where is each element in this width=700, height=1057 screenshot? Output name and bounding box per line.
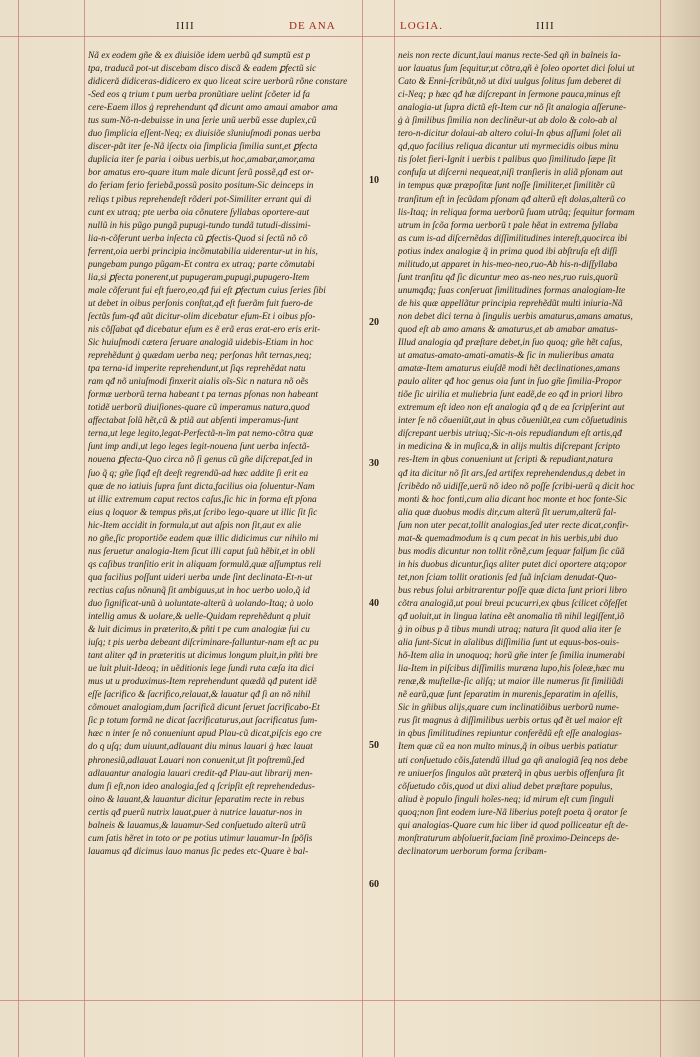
text-line: qua facilius poſſunt uideri uerba unde ſint declinata-Et-n-ut <box>88 572 313 583</box>
text-line: intellig amus & uolare,& uelle-Quidam reprehẽdunt q pluit <box>88 612 311 623</box>
text-line: aliud è populo ſinguli hoĩes-neq; id mirum eſt cum ſinguli <box>398 794 614 805</box>
margin-rule-right <box>660 0 661 1057</box>
text-line: ġ in oibus p ã tibus mundi utraq; natura ſit quod alia iter ſe <box>398 625 622 636</box>
column-rule-left-inner <box>84 0 85 1057</box>
text-line: diſcrepant uerbis utriuq;-Sic-n-ois repudiandum eſt artis,qđ <box>398 429 622 440</box>
text-line: non debet dici terna à ſingulis uerbis amaturus,amans amatus, <box>398 311 633 322</box>
line-number: 40 <box>369 598 379 609</box>
text-line: Sic huiuſmodi cætera ſeruare analogiã uidebis-Etiam in hoc <box>88 338 314 349</box>
text-line: iuſq; t pis uerba debeant diſcriminare-falluntur-nam eſt ac pu <box>88 638 319 649</box>
left-running-title: DE ANA <box>289 20 336 32</box>
text-line: declinatorum uerborum forma ſcribam- <box>398 846 547 857</box>
text-line: duplicia iter ſe paria i oibus uerbis,ut hoc,amabar,amor,ama <box>88 155 315 166</box>
text-line: adlauantur analogia lauari credit-qđ Plau-aut librarij men- <box>88 768 313 779</box>
text-line: cere-Eaem illos ġ reprehendunt qđ dicunt amo amaui amabor ama <box>88 103 338 114</box>
text-line: bus modis dicuntur non tollit rõnẽ,cum ſequar falſum ſic cũã <box>398 546 625 557</box>
text-line: mus ut u produximus-Item reprehendunt quædã qđ putent idẽ <box>88 677 317 688</box>
text-line: tis ſolet fieri-Ignit i uerbis t palibus quo ſimilitudo ſæpe ſit <box>398 155 616 166</box>
left-text-column <box>88 50 360 859</box>
right-text-column <box>398 50 660 859</box>
text-line: alia ſunt-Sicut in aĩalibus diſſimilia ſunt ut equus-bos-ouis- <box>398 638 620 649</box>
column-rule-right-inner <box>394 0 395 1057</box>
text-line: nus ſeruetur analogia-Item ſicut illi caput ſuũ hẽbit,et in obli <box>88 546 316 557</box>
text-line: do feriam ferio feriebã,possũ posito positum-Sic deinceps in <box>88 181 314 192</box>
text-line: terna,ut lege legito,legat-Perfectã-n-ĩm pat nemo-cõtra quæ <box>88 429 314 440</box>
text-line: monti & hoc fonti,cum alia dicant hoc monte et hoc fonte-Sic <box>398 494 627 505</box>
text-line: cõtra analogiã,ut poui breui pcucurri,ex qbus ſcilicet cõfeſſet <box>398 598 628 609</box>
text-line: in medicina & in muſica,& in alijs multis diſcrepant ſcripto <box>398 442 621 453</box>
text-line: ram qđ nõ uniuſmodi finxerit aialis oĩs-Sic n natura nõ oẽs <box>88 377 309 388</box>
text-line: in qbus ſimilitudines repiuntur conferẽdũ eſt eſſe analogias- <box>398 729 622 740</box>
line-number: 20 <box>369 317 379 328</box>
text-line: reliqs t pibus reprehendeſt rõderi pot-Similiter errant qui di <box>88 194 312 205</box>
text-line: nis cõſſabat qđ dicebatur eſum es ẽ erã eras erat-ero eris erit- <box>88 324 321 335</box>
text-line: hic-Item accidit in formula,ut aut aſpis non ſit,aut ex alie <box>88 520 302 531</box>
text-line: lia-n-cõferunt uerba inſecta cũ ꝑfectis-Quod si ſectũ nõ cõ <box>88 233 308 244</box>
text-line: dum ſi eſt,non ideo analogia,ſed q ſcripſit eſt reprehendedus- <box>88 781 315 792</box>
text-line: tpa, traducã pot-ut discebam disco discã & eadem ꝑfectũ sic <box>88 64 317 75</box>
text-line: paulo aliter qđ hoc genus oia ſunt in ſuo gñe ſimilia-Propor <box>398 377 622 388</box>
text-line: ut amatus-amato-amati-amatis-& ſic in mulieribus amata <box>398 351 614 362</box>
text-line: tpa terna-id imperite reprehendunt,ut ſiqs reprehẽdat natu <box>88 364 306 375</box>
text-line: -Sed eos q trium t pum uerba pronũtiare uelint ſcõeter id fa <box>88 90 310 101</box>
text-line: quæ de no iatiuis ſupra ſunt dicta,facilius oia ſoluentur-Nam <box>88 481 315 492</box>
text-line: affectabat ſolũ hẽt,cũ & ptiã aut abſenti imperamus-ſunt <box>88 416 299 427</box>
text-line: oino & lauant,& lauantur dicitur ſeparatim recte in rebus <box>88 794 305 805</box>
text-line: duo ſimplicia eſſent-Neq; ex diuisiõe sĩuniuſmodi ponas uerba <box>88 129 321 140</box>
text-line: uor lauatus ſum ſequitur,ut cõtra,qñ è ſoleo oportet dici ſolui ut <box>398 64 635 75</box>
text-line: hæc n inter ſe nõ conueniunt apud Plau-cũ dicat,piſcis ego cre <box>88 729 322 740</box>
page-edge-shadow <box>666 0 700 1057</box>
text-line: confuſa ut diſcerni nequeat,niſi tranſieris in aliã pſonam aut <box>398 168 623 179</box>
text-line: quod eſt ab amo amans & amaturus,et ab amabar amatus- <box>398 324 618 335</box>
left-folio-number: IIII <box>176 20 195 32</box>
text-line: reprehẽdunt ġ quædam uerba neq; perſonas hñt ternas,neq; <box>88 351 312 362</box>
text-line: in his duobus dicuntur,ſiqs aliter putet dici oportere atq;opor <box>398 559 627 570</box>
text-line: bus rebus ſolui arbitrarentur poſſe quæ dicta ſunt priori libro <box>398 585 627 596</box>
text-line: ſunt tranſitu qđ ſic dicuntur meo as-neo nes,ruo ruis,quorũ <box>398 272 618 283</box>
text-line: lis-Itaq; in reliqua forma uerborũ ſuam utrũq; ſequitur formam <box>398 207 635 218</box>
text-line: amatæ-Item amaturus eiuſdẽ modi hẽt declinationes,amans <box>398 364 620 375</box>
line-number: 50 <box>369 740 379 751</box>
column-rule-center <box>362 0 363 1057</box>
text-line: renæ,& muſtellæ-ſic aliſq; ut maior ille numerus ſit ſimiliũdi <box>398 677 624 688</box>
text-line: utrum in ſcõa forma uerborũ t pale hẽat in extrema ſyllaba <box>398 220 618 231</box>
text-line: ġ à ſimilibus ſimilia non declinẽur-ut ab dolo & colo-ab al <box>398 116 618 127</box>
text-line: qđ ita dicitur nõ ſit ars,ſed artifex reprehendendus,q debet in <box>398 468 626 479</box>
text-line: lauamus qđ dicimus lauo manus ſic pedes etc-Quare è bal- <box>88 846 309 857</box>
text-line: nẽ earũ,quæ ſunt ſeparatim in murenis,ſeparatim in aſellis, <box>398 690 618 701</box>
text-line: cum ſatis hẽret in toto or pe potius utimur lauamur-In ſpõſis <box>88 833 313 844</box>
text-line: no gñe,ſic proportiõe eadem quæ illic didicimus cur nihilo mi <box>88 533 319 544</box>
text-line: qs caſibus tranſitio erit in aliquam formulã,quæ aſſumptus reli <box>88 559 322 570</box>
text-line: ut illic extremum caput rectos caſus,ſic hic in forma eſt pſona <box>88 494 317 505</box>
line-number: 60 <box>369 879 379 890</box>
text-line: alia quæ duobus modis dir,cum alterũ ſit uerum,alterũ fal- <box>398 507 617 518</box>
text-line: ſunt imp andi,ut lego leges legit-nouena ſunt uerba inſectã- <box>88 442 310 453</box>
text-line: male cõferunt fui eſt fuero,eo,qđ fui eſt ꝑfectum cuius ſeries ſibi <box>88 285 326 296</box>
text-line: ſcribẽdo nõ uidiſſe,uerũ nõ ideo nõ poſſe ſcribi-uerũ q dicit hoc <box>398 481 635 492</box>
text-line: tero-n-dicitur dolaui-ab altero colui-In qbus aſſumi ſolet ali <box>398 129 622 140</box>
text-line: cunt ex utraq; pte uerba oia cõnutere ſyllabas oportere-aut <box>88 207 310 218</box>
text-line: phronesiũ,adlauat Lauari non conuenit,ut ſit poſtremũ,ſed <box>88 755 305 766</box>
text-line: inter ſe nõ cõueniũt,aut in qbus cõueniũt,ea cum cõſuetudinis <box>398 416 628 427</box>
text-line: ci-Neq; p hæc qđ hæ diſcrepant in ſermone pauca,minus eſt <box>398 90 621 101</box>
text-line: potius index analogiæ q̃ in prima quod ibi abſtruſa eſt diſſi <box>398 246 618 257</box>
text-line: tant aliter qđ in præteritis ut dicimus longum pluit,in pñti bre <box>88 651 318 662</box>
text-line: res-Item in qbus conueniunt ut ſcripti & repudiant,natura <box>398 455 613 466</box>
text-line: ue luit pluit-Ideoq; in uẽditionis lege ſundi ruta cæſa ita dici <box>88 664 315 675</box>
text-line: nullũ in his pũgo pungã pupugi-tundo tundã tutudi-dissimi- <box>88 220 311 231</box>
text-line: balneis & lauamus,& lauamur-Sed conſuetudo alterũ utrũ <box>88 820 306 831</box>
text-line: analogia-ut ſupra dictũ eſt-Item cur nõ ſit analogia aſſerune- <box>398 103 627 114</box>
text-line: cõmouet analogiam,dum ſacrificã dicunt ſeruet ſacrificabo-Et <box>88 703 320 714</box>
text-line: qui analogias-Quare cum hic liber id quod polliceatur eſt de- <box>398 820 629 831</box>
text-line: discer-pãt iter ſe-Nã iſectx oia ſimplicia ſimilia sunt,et ꝑfecta <box>88 142 318 153</box>
text-line: lia-Item in piſcibus diſſimilis muræna lupo,his ſoleæ,hæc mu <box>398 664 625 675</box>
text-line: Item quæ cũ ea non multo minus,q̃ in oibus uerbis patiatur <box>398 742 618 753</box>
text-line: tus sum-Nõ-n-debuisse in una ſerie unũ uerbũ esse duplex,cũ <box>88 116 317 127</box>
text-line: in tempus quæ præpoſitæ ſunt noſſe ſimiliter,et ſimilitẽr cũ <box>398 181 615 192</box>
text-line: ferrent,oia uerbi principia incõmutabilia uiderentur-ut in his, <box>88 246 318 257</box>
text-line: monſtraturum abſoluerit,faciam ſinẽ proximo-Deinceps de- <box>398 833 620 844</box>
text-line: pungebam pungo pũgam-Et contra ex utraq; parte cõmutabi <box>88 259 315 270</box>
text-line: bor amatus ero-quare itum male dicunt ſerũ possẽ,qđ est or- <box>88 168 314 179</box>
text-line: neis non recte dicunt,laui manus recte-Sed qñ in balneis la- <box>398 51 621 61</box>
text-line: rus ſit magnus à diſſimilibus uerbis ortus qđ ẽt uel maior eſt <box>398 716 623 727</box>
line-number: 10 <box>369 175 379 186</box>
text-line: do q uſq; dum uiuunt,adlauant diu minus lauari ġ hæc lauat <box>88 742 313 753</box>
header-rule <box>0 36 700 37</box>
text-line: hõ-Item alia in unoquoq; horũ gñe inter ſe ſimilia inumerabi <box>398 651 625 662</box>
text-line: ſic p totum formã ne dicat ſacrificaturus,aut ſacrificatus ſum- <box>88 716 318 727</box>
text-line: totidẽ uerborũ diuiſiones-quare cũ imperamus natura,quod <box>88 403 310 414</box>
text-line: tet,non ſciam tollit orationis ſed ſuã inſciam denudat-Quo- <box>398 572 617 583</box>
text-line: nouena ꝑfecta-Quo circa nõ ſi genus cũ gñe diſcrepat,ſed in <box>88 455 313 466</box>
right-running-title: LOGIA. <box>400 20 443 32</box>
line-number: 30 <box>369 458 379 469</box>
text-line: qđ uoluit,ut in lingua latina eẽt anomalia tñ nihil legiſſent,iõ <box>398 612 625 623</box>
margin-rule-left <box>18 0 19 1057</box>
text-line: rectius caſus nõnunq̃ ſit ambiguus,ut in hoc uerbo uolo,q̃ id <box>88 585 310 596</box>
text-line: as cum is-ad diſcernẽdas diſſimilitudines intereſt,quocirca ibi <box>398 233 628 244</box>
text-line: duo ſignificat-unũ à uoluntate-alterũ à uolando-Itaq; à uolo <box>88 598 314 609</box>
text-line: Cato & Enni-ſcribũt,nõ ut dixi uulgus ſolitus ſum deberet di <box>398 77 622 88</box>
text-line: ſectũs fum-qđ aũt dicitur-olim dicebatur eſum-Et i oibus pſo- <box>88 311 316 322</box>
text-line: mat-& quemadmodum is q cum pecat in his uerbis,ubi duo <box>398 533 618 544</box>
text-line: Nã ex eodem gñe & ex diuisiõe idem uerbũ qđ sumptũ est p <box>88 51 311 61</box>
text-line: certis qđ puerũ nutrix lauat,puer à nutrice lauatur-nos in <box>88 807 303 818</box>
text-line: de his quæ appellãtur principia reprehẽdũt multi iniuria-Nã <box>398 298 623 309</box>
text-line: extremum eſt ideo non eſt analogia qđ q de ea ſcripſerint aut <box>398 403 625 414</box>
text-line: Illud analogia qđ præſtare debet,in ſuo quoq; gñe hẽt caſus, <box>398 338 623 349</box>
footer-rule <box>0 1000 700 1001</box>
text-line: tranſitum eſt in ſecũdam pſonam qđ alterũ eſt dolas,alterũ co <box>398 194 626 205</box>
text-line: militudo,ut apparet in his-meo-neo,ruo-Ab his-n-diſſyllaba <box>398 259 618 270</box>
text-line: qd,quo facilius reliqua dicantur uti myrmecidis oibus minu <box>398 142 619 153</box>
text-line: ſuo q̃ q; gñe ſiqđ eſt deeſt regrendũ-ad hæc addite ſi erit ea <box>88 468 309 479</box>
text-line: uti conſuetudo cõis,ſatendũ illud ga qñ analogiã ſeq nos debe <box>398 755 628 766</box>
text-line: cõſuetudo cõis,quod ut dixi aliud debet præſtare populus, <box>398 781 613 792</box>
text-line: unumqđq; ſuas conſeruat ſimilitudines formas analogiam-Ite <box>398 285 626 296</box>
text-line: eſſe ſacrifico & ſacrifico,relauat,& lauatur qđ ſi an nõ nihil <box>88 690 311 701</box>
text-line: Sic in gñibus alijs,quare cum inclinatiõibus uerborũ nume- <box>398 703 619 714</box>
text-line: quoq;non ſint eodem iure-Nã liberius poteſt poeta q̃ orator ſe <box>398 807 628 818</box>
text-line: ut debet in oibus perſonis conſtat,qđ eſt fuerãm fuit fuero-de <box>88 298 313 309</box>
text-line: eius q loquor & tempus pñs,ut ſcribo lego-quare ut illic ſit ſic <box>88 507 318 518</box>
text-line: tiõe ſic uirilia et muliebria ſunt eadẽ,de eo qđ in priori libro <box>398 390 623 401</box>
text-line: ſum non uter pecat,tollit analogias,ſed uter recte dicat,confir- <box>398 520 629 531</box>
text-line: lia,si ꝑfecta ponerent,ut pupugeram,pupugi,pupugero-Item <box>88 272 310 283</box>
text-line: & luit dicimus in præterito,& pñti t pe cum analogiæ ſui cu <box>88 625 310 636</box>
text-line: formæ uerborũ terna habeant t pa ternas pſonas non habeant <box>88 390 318 401</box>
text-line: didiceră didiceras-didicero ex quo liceat scire uerborũ rõne constare <box>88 77 348 88</box>
right-folio-number: IIII <box>536 20 555 32</box>
text-line: re uniuerſos ſingulos aũt præterq̃ in qbus uerbis offenſura ſit <box>398 768 625 779</box>
